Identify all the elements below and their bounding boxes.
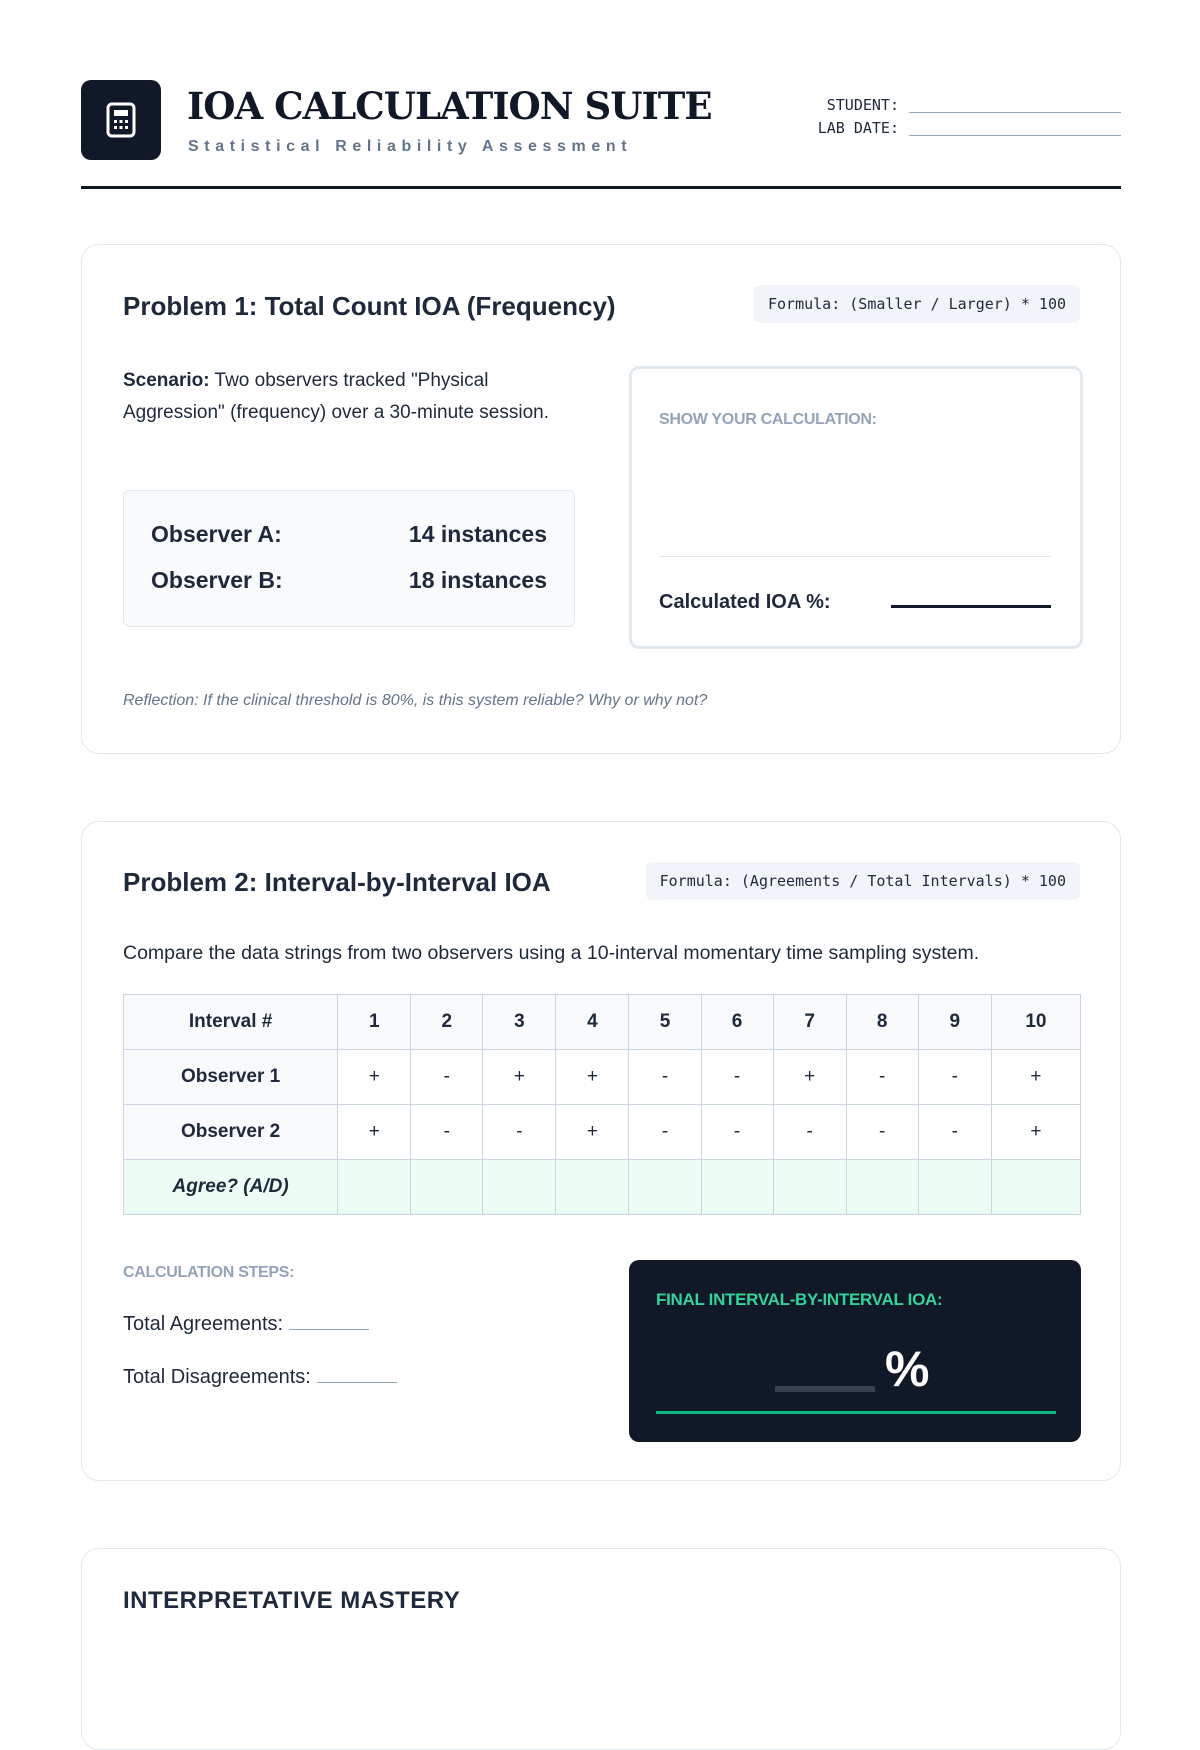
observer2-cell: + (556, 1105, 629, 1160)
final-ioa-blank[interactable] (775, 1386, 875, 1392)
calculation-divider (659, 556, 1051, 557)
interval-header-cell: 10 (991, 995, 1080, 1050)
final-ioa-label: FINAL INTERVAL-BY-INTERVAL IOA: (656, 1290, 943, 1309)
agree-row (124, 1160, 1081, 1215)
agree-input-cell[interactable] (773, 1160, 846, 1215)
interval-header-cell: 4 (556, 995, 629, 1050)
calculation-label: SHOW YOUR CALCULATION: (659, 411, 877, 428)
observer2-cell: - (483, 1105, 556, 1160)
lab-date-field (791, 119, 1121, 139)
observer2-cell: - (846, 1105, 918, 1160)
total-disagreements-field (123, 1366, 397, 1389)
agree-label: Agree? (A/D) (124, 1160, 338, 1215)
observer1-cell: + (338, 1050, 411, 1105)
agree-input-cell[interactable] (701, 1160, 773, 1215)
observer2-cell: - (701, 1105, 773, 1160)
total-agreements-field (123, 1313, 369, 1336)
observer1-cell: + (556, 1050, 629, 1105)
total-agreements-label: Total Agreements: (123, 1313, 284, 1335)
logo (81, 80, 161, 160)
page-header (81, 80, 1121, 190)
interval-header-cell: 2 (411, 995, 483, 1050)
problem1-title: Problem 1: Total Count IOA (Frequency) (123, 291, 616, 321)
observer1-cell: - (918, 1050, 991, 1105)
student-field (791, 96, 1121, 116)
observer1-cell: - (411, 1050, 483, 1105)
calculated-ioa-blank[interactable] (891, 605, 1051, 608)
interval-header-cell: 3 (483, 995, 556, 1050)
agree-input-cell[interactable] (846, 1160, 918, 1215)
observer-b-row (151, 567, 547, 594)
interval-header-cell: 9 (918, 995, 991, 1050)
observer1-cell: + (773, 1050, 846, 1105)
observer1-row (124, 1050, 1081, 1105)
calculation-area[interactable] (629, 366, 1083, 649)
final-ioa-box (629, 1260, 1081, 1442)
interval-header-cell: 5 (629, 995, 701, 1050)
student-line (909, 112, 1121, 113)
observer2-cell: - (773, 1105, 846, 1160)
interval-header-cell: 8 (846, 995, 918, 1050)
total-agreements-blank[interactable] (289, 1329, 369, 1330)
agree-input-cell[interactable] (991, 1160, 1080, 1215)
header-divider (81, 186, 1121, 189)
lab-date-label: LAB DATE: (817, 119, 899, 137)
observer1-cell: + (991, 1050, 1080, 1105)
observer2-cell: - (411, 1105, 483, 1160)
interval-table (123, 994, 1081, 1215)
interval-header-cell: 7 (773, 995, 846, 1050)
final-ioa-underline (656, 1411, 1056, 1414)
interval-header-cell: 1 (338, 995, 411, 1050)
calculation-steps-label: CALCULATION STEPS: (123, 1264, 295, 1281)
page-subtitle: Statistical Reliability Assessment (188, 138, 633, 155)
observer1-label: Observer 1 (124, 1050, 338, 1105)
scenario-label: Scenario: (123, 370, 210, 391)
student-label: STUDENT: (826, 96, 899, 114)
problem1-card (81, 244, 1121, 754)
observer2-row (124, 1105, 1081, 1160)
table-header-label: Interval # (124, 995, 338, 1050)
agree-input-cell[interactable] (338, 1160, 411, 1215)
calculated-ioa-label: Calculated IOA %: (659, 591, 831, 613)
percent-sign: % (885, 1341, 930, 1397)
page-title: IOA CALCULATION SUITE (187, 84, 712, 128)
observer2-label: Observer 2 (124, 1105, 338, 1160)
problem2-card (81, 821, 1121, 1481)
problem3-card (81, 1548, 1121, 1750)
observer-a-row (151, 521, 547, 548)
agree-input-cell[interactable] (483, 1160, 556, 1215)
problem1-scenario (123, 365, 563, 429)
interval-header-cell: 6 (701, 995, 773, 1050)
observer-data-box (123, 490, 575, 627)
observer-b-value: 18 instances (408, 567, 547, 593)
reflection-prompt: Reflection: If the clinical threshold is 80%, is this system reliable? Why or why not? (123, 692, 708, 709)
observer1-cell: - (846, 1050, 918, 1105)
observer-a-label: Observer A: (151, 521, 282, 547)
problem1-formula: Formula: (Smaller / Larger) * 100 (754, 285, 1080, 323)
observer2-cell: - (629, 1105, 701, 1160)
total-disagreements-label: Total Disagreements: (123, 1366, 311, 1388)
agree-input-cell[interactable] (411, 1160, 483, 1215)
total-disagreements-blank[interactable] (317, 1382, 397, 1383)
observer-b-label: Observer B: (151, 567, 283, 593)
observer1-cell: - (701, 1050, 773, 1105)
problem2-formula: Formula: (Agreements / Total Intervals) * 100 (646, 862, 1080, 900)
calculator-icon (105, 102, 137, 138)
problem3-title: INTERPRETATIVE MASTERY (123, 1587, 461, 1614)
observer1-cell: - (629, 1050, 701, 1105)
observer1-cell: + (483, 1050, 556, 1105)
problem2-title: Problem 2: Interval-by-Interval IOA (123, 867, 551, 897)
agree-input-cell[interactable] (629, 1160, 701, 1215)
table-header-row (124, 995, 1081, 1050)
observer-a-value: 14 instances (408, 521, 547, 547)
agree-input-cell[interactable] (556, 1160, 629, 1215)
scenario-text: Two observers tracked "Physical Aggression" (frequency) over a 30-minute session. (123, 370, 550, 423)
observer2-cell: + (991, 1105, 1080, 1160)
observer2-cell: - (918, 1105, 991, 1160)
lab-date-line (909, 135, 1121, 136)
problem2-description: Compare the data strings from two observers using a 10-interval momentary time sampling system. (123, 942, 980, 964)
observer2-cell: + (338, 1105, 411, 1160)
agree-input-cell[interactable] (918, 1160, 991, 1215)
